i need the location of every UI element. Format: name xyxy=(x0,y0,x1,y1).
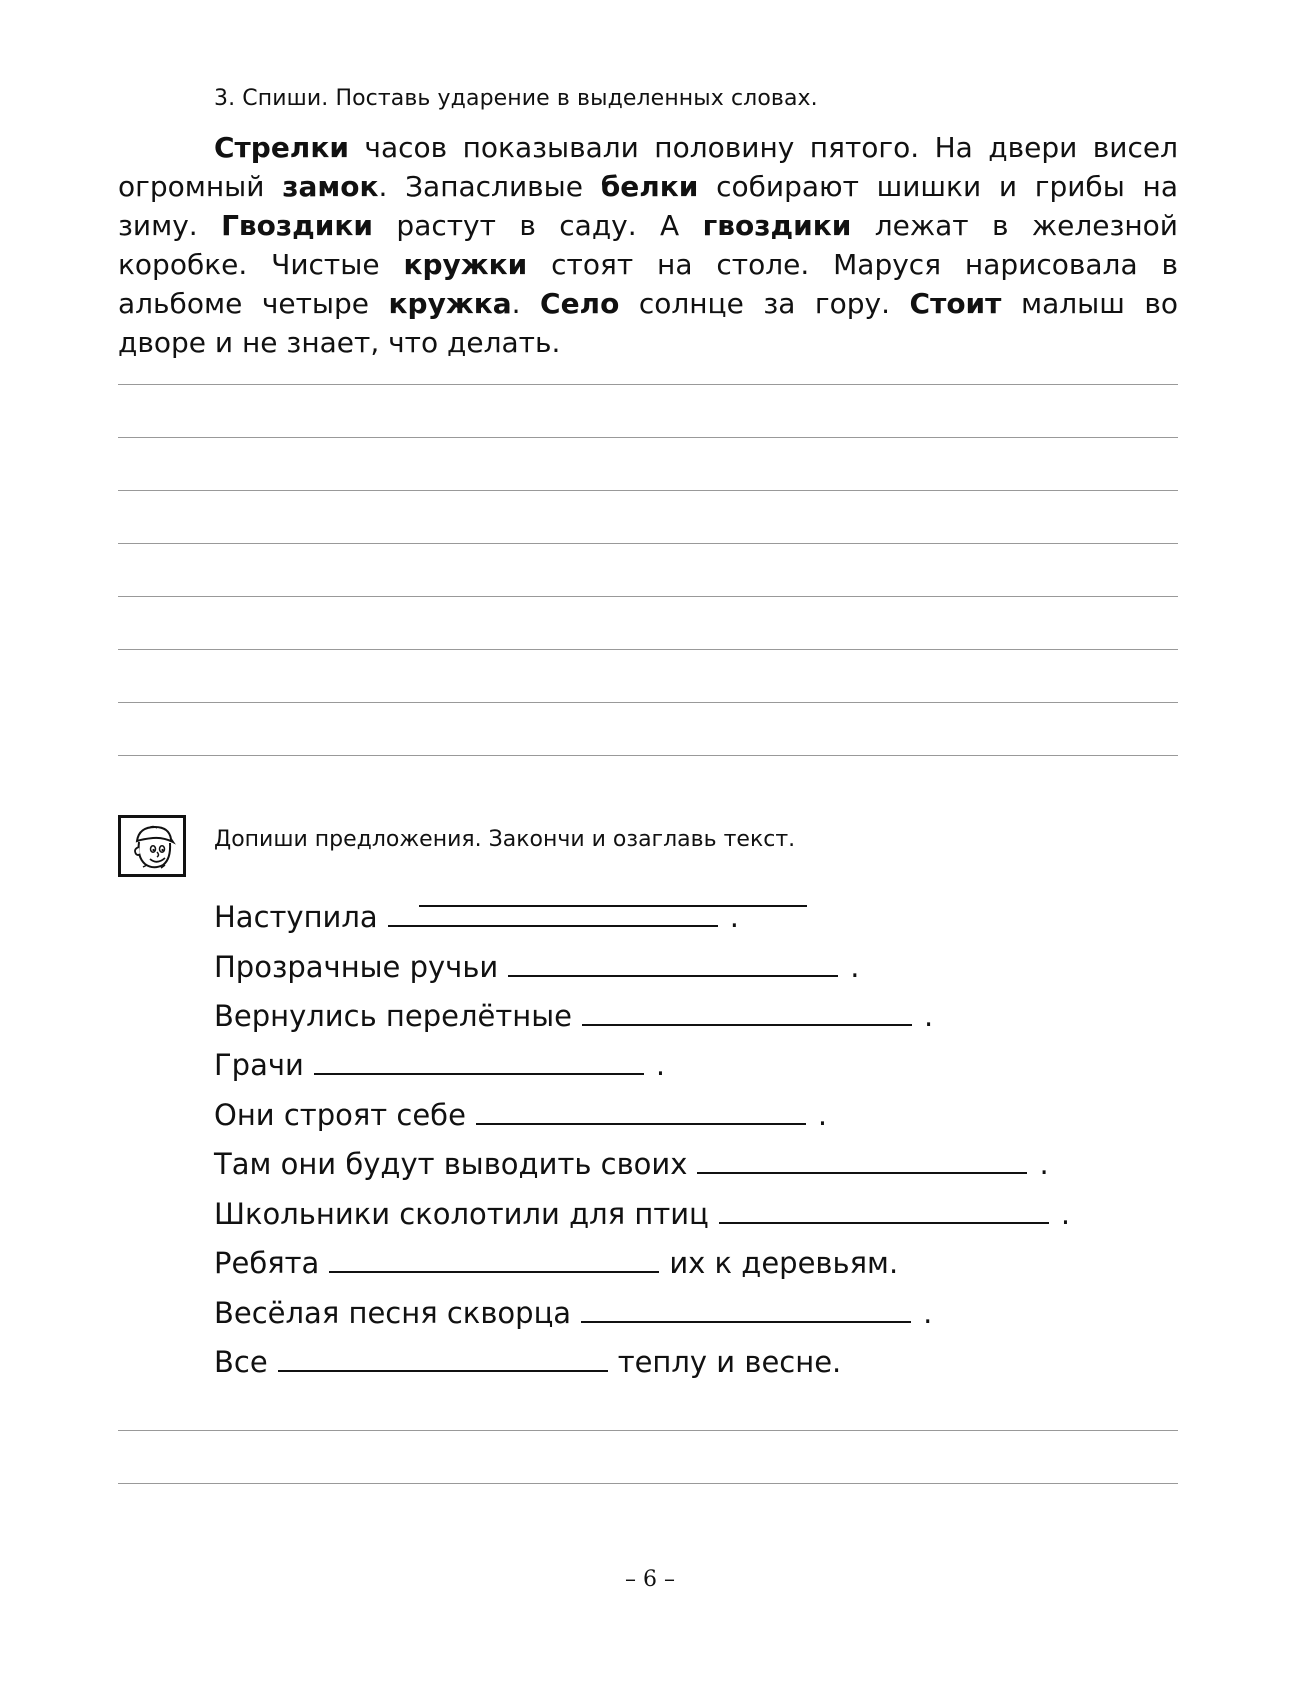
highlighted-word: гвоздики xyxy=(702,209,852,242)
sentence-end: . xyxy=(1060,1197,1071,1231)
passage-segment: лежат в железной коробке. Чистые xyxy=(118,209,1178,281)
task-2-instruction: Допиши предложения. Закончи и озаглавь текст. xyxy=(214,827,796,852)
answer-blank[interactable] xyxy=(329,1247,659,1273)
passage-segment: малыш во дворе и не знает, что делать. xyxy=(118,287,1178,359)
sentence-start: Прозрачные ручьи xyxy=(214,950,499,984)
answer-blank[interactable] xyxy=(508,951,838,977)
sentence-row xyxy=(214,1345,841,1379)
highlighted-word: замок xyxy=(282,170,379,203)
sentence-end: . xyxy=(1039,1147,1049,1181)
passage-segment: . xyxy=(511,287,541,320)
writing-line[interactable] xyxy=(118,649,1178,650)
highlighted-word: кружки xyxy=(403,248,528,281)
writing-line[interactable] xyxy=(118,596,1178,597)
highlighted-word: кружка xyxy=(388,287,512,320)
highlighted-word: Стоит xyxy=(909,287,1002,320)
passage-segment: растут в саду. А xyxy=(373,209,703,242)
writing-line[interactable] xyxy=(118,490,1178,491)
sentence-start: Наступила xyxy=(214,900,378,934)
sentence-row xyxy=(214,999,933,1033)
passage-text xyxy=(118,128,1178,362)
writing-line[interactable] xyxy=(118,1483,1178,1484)
sentence-row xyxy=(214,950,859,984)
sentence-row xyxy=(214,900,739,934)
highlighted-word: Село xyxy=(540,287,620,320)
highlighted-word: Гвоздики xyxy=(221,209,374,242)
sentence-end: их к деревьям. xyxy=(669,1246,899,1280)
sentence-end: . xyxy=(817,1098,828,1132)
sentence-end: теплу и весне. xyxy=(617,1345,842,1379)
passage-segment: собирают шишки и грибы на зиму. xyxy=(118,170,1178,242)
answer-blank[interactable] xyxy=(719,1198,1049,1224)
answer-blank[interactable] xyxy=(388,901,718,927)
sentence-start: Ребята xyxy=(214,1246,320,1280)
writing-line[interactable] xyxy=(118,755,1178,756)
answer-blank[interactable] xyxy=(581,1297,911,1323)
sentence-end: . xyxy=(655,1048,666,1082)
sentence-row xyxy=(214,1147,1049,1181)
task-3-instruction: 3. Спиши. Поставь ударение в выделенных словах. xyxy=(214,86,818,111)
sentence-start: Весёлая песня скворца xyxy=(214,1296,572,1330)
passage-segment: солнце за гору. xyxy=(619,287,910,320)
page-number: – 6 – xyxy=(625,1567,675,1592)
passage-segment: стоят на столе. Маруся нарисовала в альбоме четыре xyxy=(118,248,1178,320)
sentence-row xyxy=(214,1197,1070,1231)
passage-segment: часов показывали половину пятого. На двери висел огромный xyxy=(118,131,1178,203)
answer-blank[interactable] xyxy=(476,1099,806,1125)
writing-line[interactable] xyxy=(118,543,1178,544)
sentence-row xyxy=(214,1048,665,1082)
passage-segment: . Запасливые xyxy=(378,170,601,203)
highlighted-word: Стрелки xyxy=(214,131,349,164)
sentence-end: . xyxy=(729,900,739,934)
writing-line[interactable] xyxy=(118,1430,1178,1431)
writing-line[interactable] xyxy=(118,702,1178,703)
answer-blank[interactable] xyxy=(314,1049,644,1075)
sentence-end: . xyxy=(923,1296,933,1330)
answer-blank[interactable] xyxy=(278,1346,608,1372)
sentence-row xyxy=(214,1296,932,1330)
boy-face-icon xyxy=(118,815,186,877)
answer-blank[interactable] xyxy=(697,1148,1027,1174)
sentence-start: Все xyxy=(214,1345,268,1379)
sentence-row xyxy=(214,1246,898,1280)
answer-blank[interactable] xyxy=(582,1000,912,1026)
sentence-start: Школьники сколотили для птиц xyxy=(214,1197,709,1231)
sentence-start: Грачи xyxy=(214,1048,304,1082)
sentence-start: Там они будут выводить своих xyxy=(214,1147,688,1181)
highlighted-word: белки xyxy=(600,170,699,203)
sentence-start: Они строят себе xyxy=(214,1098,466,1132)
writing-line[interactable] xyxy=(118,384,1178,385)
sentence-end: . xyxy=(850,950,860,984)
sentence-end: . xyxy=(923,999,934,1033)
sentence-row xyxy=(214,1098,827,1132)
sentence-start: Вернулись перелётные xyxy=(214,999,572,1033)
writing-line[interactable] xyxy=(118,437,1178,438)
